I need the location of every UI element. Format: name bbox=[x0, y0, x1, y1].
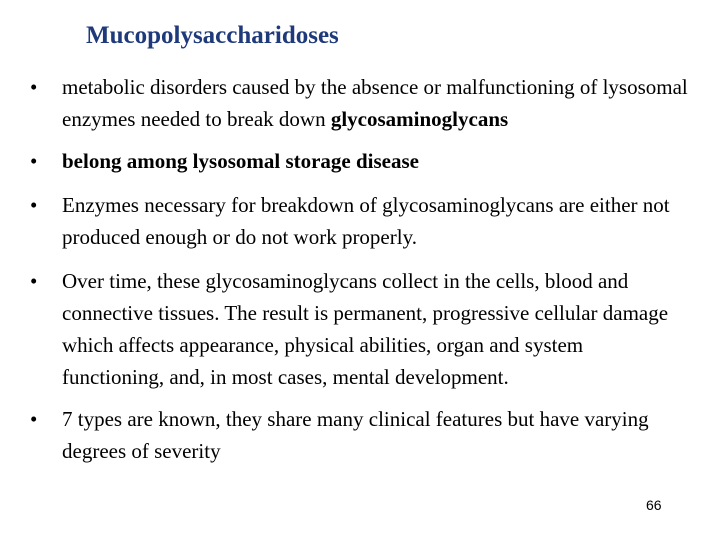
bullet-item bbox=[30, 265, 690, 393]
bullet-mark: • bbox=[30, 149, 38, 173]
bullet-item bbox=[30, 189, 690, 253]
bullet-text: metabolic disorders caused by the absence or malfunctioning of lysosomal enzymes needed to break down bbox=[62, 75, 688, 131]
bullet-mark: • bbox=[30, 269, 38, 293]
page-number: 66 bbox=[646, 497, 662, 513]
bullet-item bbox=[30, 145, 690, 177]
bullet-bold-text: belong among lysosomal storage disease bbox=[62, 149, 419, 173]
bullet-mark: • bbox=[30, 407, 38, 431]
bullet-list bbox=[30, 71, 690, 467]
slide-title: Mucopolysaccharidoses bbox=[86, 22, 339, 49]
bullet-mark: • bbox=[30, 75, 38, 99]
bullet-item bbox=[30, 71, 690, 135]
bullet-mark: • bbox=[30, 193, 38, 217]
bullet-item bbox=[30, 403, 690, 467]
bullet-text: Enzymes necessary for breakdown of glycosaminoglycans are either not produced enough or do not work properly. bbox=[62, 193, 670, 249]
bullet-text: Over time, these glycosaminoglycans collect in the cells, blood and connective tissues. The result is permanent, progressive cellular damage which affects appearance, physical abilities, organ and system functioning, and, in most cases, mental development. bbox=[62, 269, 669, 389]
bullet-bold-text: glycosaminoglycans bbox=[330, 107, 509, 131]
bullet-text: 7 types are known, they share many clinical features but have varying degrees of severity bbox=[62, 407, 649, 463]
